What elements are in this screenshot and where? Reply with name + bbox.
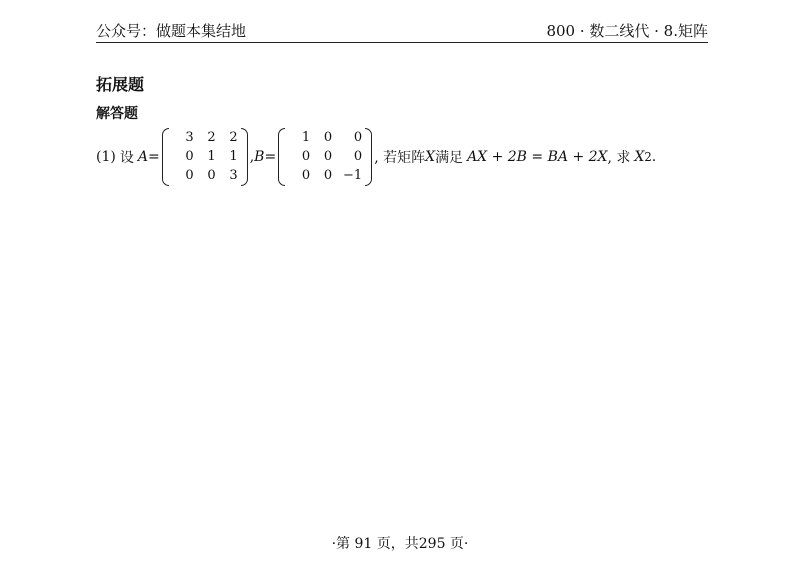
matrix-cell: 1 xyxy=(229,149,238,164)
matrix-cell: −1 xyxy=(343,168,363,183)
ask-text: , 求 xyxy=(607,150,631,166)
matrix-cell: 0 xyxy=(323,168,333,183)
right-paren xyxy=(365,128,372,186)
page-header xyxy=(96,20,708,43)
left-paren xyxy=(162,128,169,186)
question-type-title: 解答题 xyxy=(96,106,138,122)
matrix-cell: 0 xyxy=(301,168,311,183)
matrix-cell: 2 xyxy=(229,130,238,145)
var-x: X xyxy=(425,149,436,165)
matrix-cell: 1 xyxy=(301,130,311,145)
header-chapter: 800 · 数二线代 · 8.矩阵 xyxy=(546,22,708,40)
matrix-cell: 0 xyxy=(323,149,333,164)
matrix-b xyxy=(278,128,372,186)
comma: , xyxy=(249,149,255,165)
matrix-a-grid xyxy=(169,128,241,186)
matrix-cell: 0 xyxy=(207,168,216,183)
equals-sign: = xyxy=(264,149,277,165)
matrix-cell: 2 xyxy=(207,130,216,145)
matrix-cell: 0 xyxy=(301,149,311,164)
condition-mid: 满足 xyxy=(435,150,464,166)
var-b: B xyxy=(254,149,265,165)
matrix-a xyxy=(162,128,248,186)
exponent: 2 xyxy=(644,150,652,164)
matrix-cell: 0 xyxy=(353,130,363,145)
condition-prefix: , 若矩阵 xyxy=(374,150,426,166)
matrix-cell: 0 xyxy=(353,149,363,164)
matrix-cell: 3 xyxy=(185,130,194,145)
matrix-cell: 0 xyxy=(323,130,333,145)
matrix-b-grid xyxy=(285,128,365,186)
problem-statement xyxy=(96,128,656,186)
matrix-cell: 0 xyxy=(185,149,194,164)
section-title: 拓展题 xyxy=(96,75,145,94)
header-source: 公众号：做题本集结地 xyxy=(96,22,247,40)
var-a: A xyxy=(137,149,148,165)
page-footer: ·第 91 页，共295 页· xyxy=(331,536,469,552)
x-base: X xyxy=(634,149,645,165)
equation: AX + 2B = BA + 2X xyxy=(467,149,608,165)
matrix-cell: 0 xyxy=(185,168,194,183)
matrix-cell: 1 xyxy=(207,149,216,164)
right-paren xyxy=(241,128,248,186)
matrix-cell: 3 xyxy=(229,168,238,183)
period: . xyxy=(651,149,657,165)
left-paren xyxy=(278,128,285,186)
problem-intro: 设 xyxy=(119,150,134,166)
equals-sign: = xyxy=(147,149,160,165)
problem-number: (1) xyxy=(96,149,116,165)
